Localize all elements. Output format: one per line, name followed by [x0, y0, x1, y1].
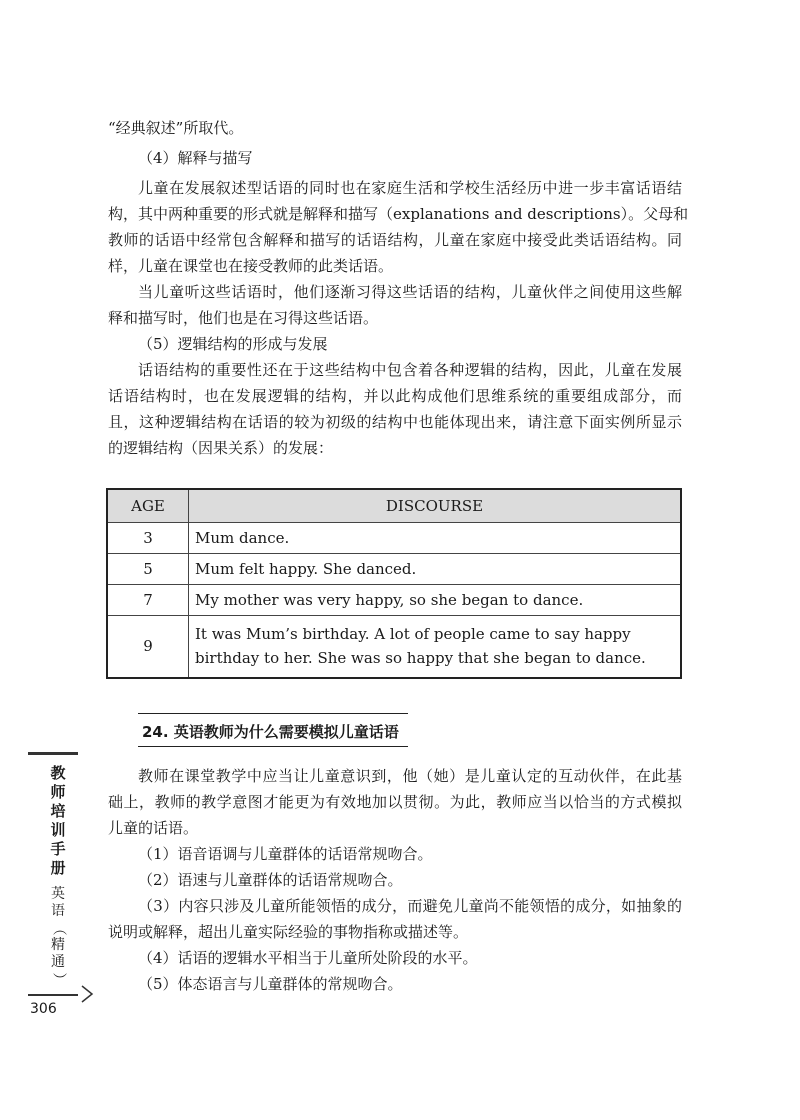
list-item: （5）体态语言与儿童群体的常规吻合。 — [138, 975, 403, 993]
section-rule-bottom — [138, 746, 408, 747]
body-line: 且，这种逻辑结构在话语的较为初级的结构中也能体现出来，请注意下面实例所显示 — [108, 413, 682, 431]
body-line: 儿童在发展叙述型话语的同时也在家庭生活和学校生活经历中进一步丰富话语结 — [138, 179, 682, 197]
body-line: 础上，教师的教学意图才能更为有效地加以贯彻。为此，教师应当以恰当的方式模拟 — [108, 793, 682, 811]
table-header-row — [107, 489, 681, 523]
side-char: （ — [50, 921, 67, 936]
body-line: 当儿童听这些话语时，他们逐渐习得这些话语的结构，儿童伙伴之间使用这些解 — [138, 283, 682, 301]
chevron-right-icon — [80, 984, 94, 1004]
body-line: 的逻辑结构（因果关系）的发展： — [108, 439, 334, 457]
age-cell: 7 — [107, 585, 189, 616]
list-item: （4）话语的逻辑水平相当于儿童所处阶段的水平。 — [138, 949, 478, 967]
section-title: 24. 英语教师为什么需要模拟儿童话语 — [142, 723, 399, 741]
discourse-cell: Mum dance. — [189, 523, 682, 554]
side-tab-book-title — [48, 764, 68, 878]
body-line: 话语结构的重要性还在于这些结构中包含着各种逻辑的结构，因此，儿童在发展 — [138, 361, 682, 379]
body-line: 话语结构时，也在发展逻辑的结构，并以此构成他们思维系统的重要组成部分，而 — [108, 387, 682, 405]
body-line: “经典叙述”所取代。 — [108, 119, 244, 137]
side-char: 师 — [50, 783, 66, 801]
age-cell: 5 — [107, 554, 189, 585]
side-char: 语 — [51, 903, 65, 919]
side-tab-rule — [28, 752, 78, 755]
body-line: 样，儿童在课堂也在接受教师的此类话语。 — [108, 257, 394, 275]
table-row — [107, 554, 681, 585]
section-rule-top — [138, 713, 408, 714]
discourse-cell: It was Mum’s birthday. A lot of people came to say happy birthday to her. She was so happy that she began to dance. — [189, 616, 682, 678]
side-char: 教 — [50, 764, 66, 782]
page-number: 306 — [30, 1001, 57, 1017]
side-char: 通 — [51, 954, 65, 970]
subheading-explanation: （4）解释与描写 — [138, 149, 253, 167]
table-row — [107, 585, 681, 616]
table-row — [107, 523, 681, 554]
age-cell: 9 — [107, 616, 189, 678]
side-char: 英 — [51, 886, 65, 902]
body-line: 教师的话语中经常包含解释和描写的话语结构，儿童在家庭中接受此类话语结构。同 — [108, 231, 682, 249]
discourse-table — [106, 488, 682, 679]
side-tab-rule — [28, 994, 78, 996]
body-line: 构，其中两种重要的形式就是解释和描写（explanations and descriptions）。父母和 — [108, 205, 689, 223]
header-discourse: DISCOURSE — [189, 489, 682, 523]
discourse-cell: My mother was very happy, so she began to dance. — [189, 585, 682, 616]
list-item-continued: 说明或解释，超出儿童实际经验的事物指称或描述等。 — [108, 923, 469, 941]
list-item: （3）内容只涉及儿童所能领悟的成分，而避免儿童尚不能领悟的成分，如抽象的 — [138, 897, 682, 915]
discourse-cell: Mum felt happy. She danced. — [189, 554, 682, 585]
side-char: ） — [50, 972, 67, 987]
side-char: 册 — [50, 859, 66, 877]
side-char: 训 — [50, 821, 66, 839]
side-tab-subject — [50, 886, 66, 988]
list-item: （1）语音语调与儿童群体的话语常规吻合。 — [138, 845, 433, 863]
table-row — [107, 616, 681, 678]
body-line: 教师在课堂教学中应当让儿童意识到，他（她）是儿童认定的互动伙伴，在此基 — [138, 767, 682, 785]
body-line: 儿童的话语。 — [108, 819, 199, 837]
body-line: 释和描写时，他们也是在习得这些话语。 — [108, 309, 379, 327]
subheading-logic: （5）逻辑结构的形成与发展 — [138, 335, 328, 353]
header-age: AGE — [107, 489, 189, 523]
side-char: 精 — [51, 937, 65, 953]
side-char: 手 — [50, 840, 66, 858]
list-item: （2）语速与儿童群体的话语常规吻合。 — [138, 871, 403, 889]
side-char: 培 — [50, 802, 66, 820]
age-cell: 3 — [107, 523, 189, 554]
